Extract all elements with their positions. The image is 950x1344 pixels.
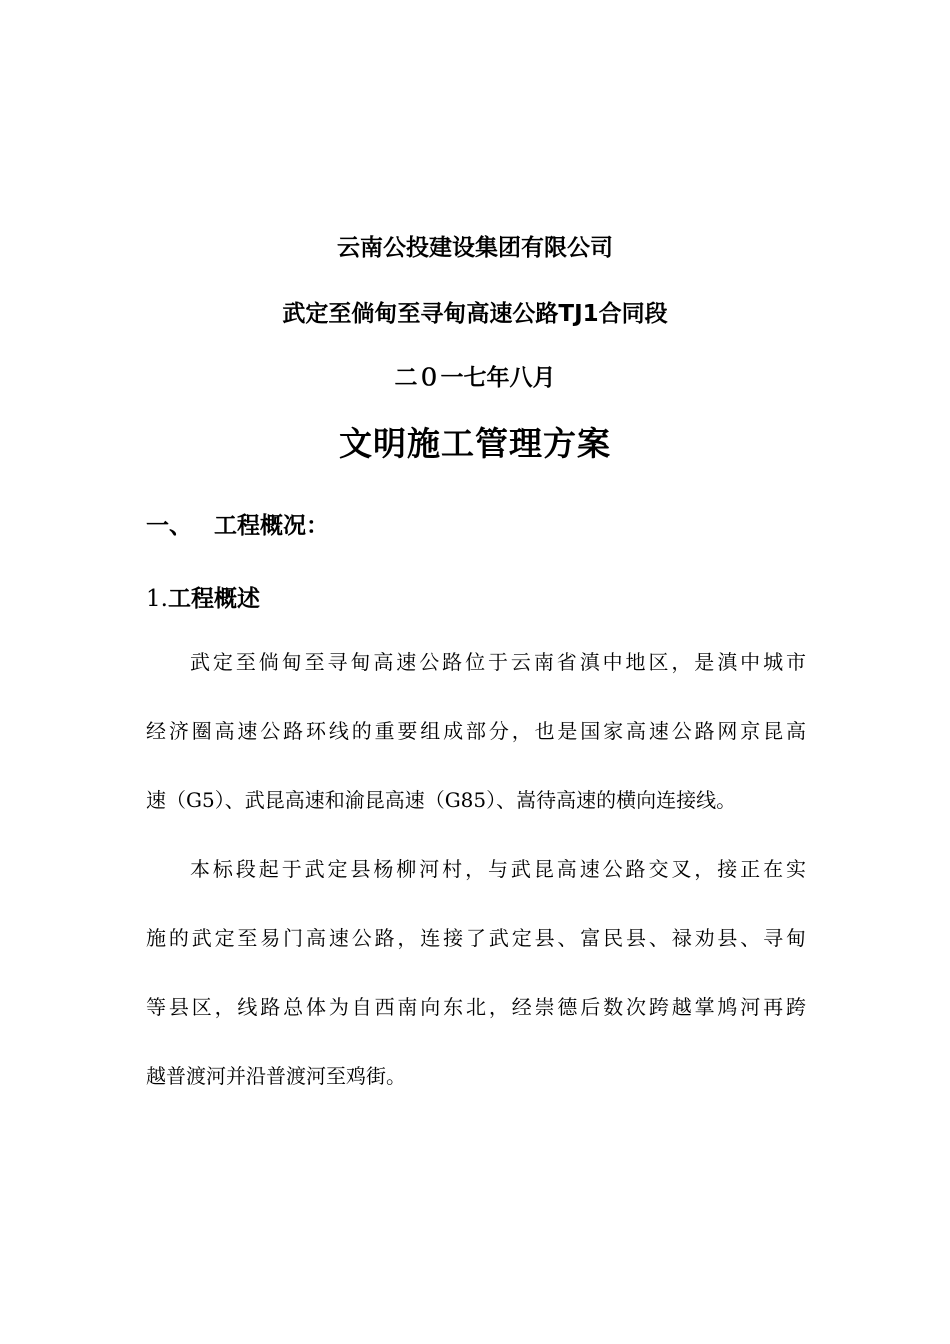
paragraph-line: 越普渡河并沿普渡河至鸡街。 (146, 1064, 406, 1088)
subsection-number: 1. (146, 586, 168, 612)
paragraph-line: 武定至倘甸至寻甸高速公路位于云南省滇中地区，是滇中城市 (190, 650, 806, 674)
section-heading-1 (146, 511, 329, 541)
document-title: 文明施工管理方案 (339, 424, 611, 463)
paragraph-line: 施的武定至易门高速公路，连接了武定县、富民县、禄劝县、寻甸 (146, 926, 806, 950)
project-name: 武定至倘甸至寻甸高速公路TJ1合同段 (282, 301, 668, 327)
paragraph-line: 本标段起于武定县杨柳河村，与武昆高速公路交叉，接正在实 (190, 857, 806, 881)
paragraph-line: 速（G5）、武昆高速和渝昆高速（G85）、嵩待高速的横向连接线。 (146, 788, 737, 812)
paragraph-route (146, 835, 806, 1111)
paragraph-line: 等县区，线路总体为自西南向东北，经崇德后数次跨越掌鸠河再跨 (146, 995, 806, 1019)
paragraph-overview (146, 628, 806, 835)
document-date: 二０一七年八月 (394, 365, 556, 391)
company-name: 云南公投建设集团有限公司 (337, 235, 613, 261)
section-title: 工程概况： (214, 513, 329, 539)
subsection-title: 工程概述 (167, 586, 260, 612)
paragraph-line: 经济圈高速公路环线的重要组成部分，也是国家高速公路网京昆高 (146, 719, 806, 743)
section-number: 一、 (146, 513, 192, 539)
subsection-heading-1 (146, 584, 260, 614)
